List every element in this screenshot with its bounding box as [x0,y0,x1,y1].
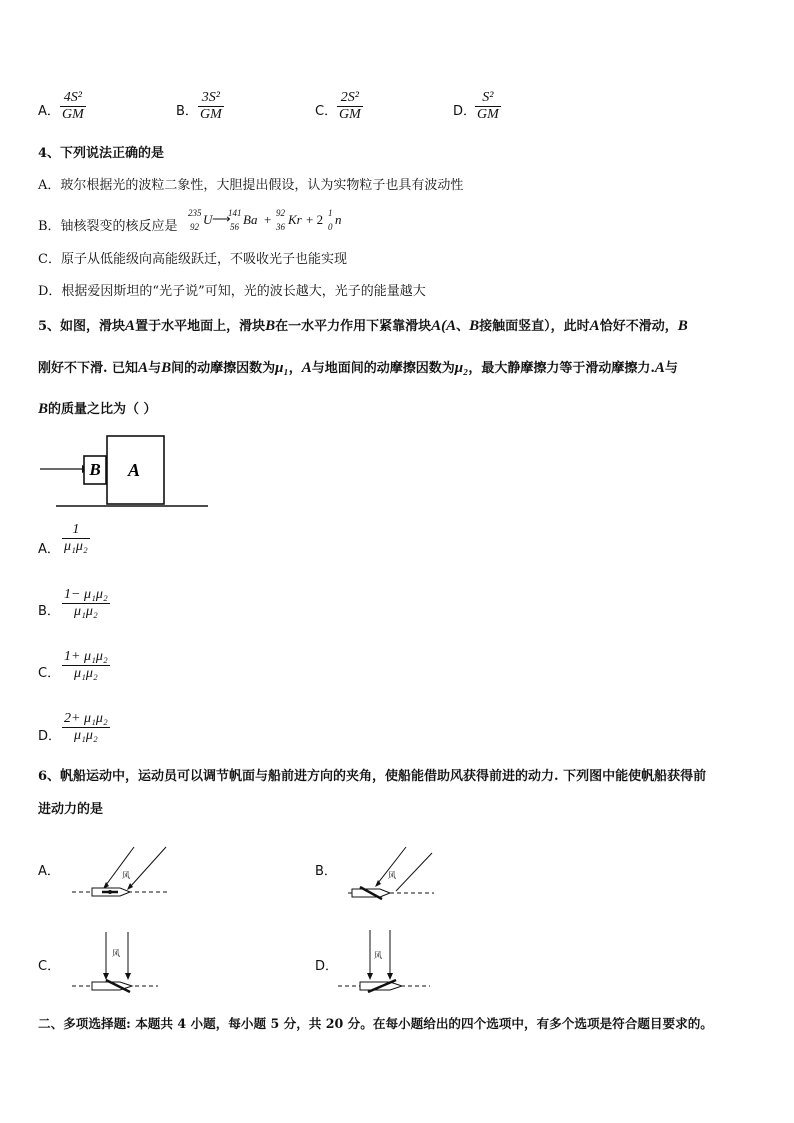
q5-option-c-fraction [62,649,110,682]
q4-stem: 4、下列说法正确的是 [38,146,165,161]
sym-b: B [677,318,688,334]
numerator: 1+ μ₁μ₂ [64,649,108,664]
q5-text: ， [288,361,302,376]
q5-option-d-label: D． [38,729,62,744]
q5-text: 刚好不下滑. 已知 [38,361,139,376]
q6-option-d-diagram [338,928,438,1000]
q6-option-a-diagram [72,845,172,903]
wind-label: 风 [388,871,396,880]
wind-arrow-line [396,853,432,891]
sym-a: A [301,360,312,376]
wind-arrow-head [387,973,393,980]
q3-option-a-label: A． [38,104,60,119]
mu2: μ₂ [454,360,469,376]
denominator: μ₁μ₂ [64,539,88,554]
q5-text: 在一水平力作用下紧靠滑块 [275,319,432,334]
q6-line-2: 进动力的是 [38,802,104,817]
sym-a: A [125,318,136,334]
numerator: 2+ μ₁μ₂ [64,711,108,726]
q5-text: 接触面竖直），此时 [479,319,590,334]
q5-option-c-label: C． [38,666,61,681]
q6-option-d-label: D． [315,959,339,974]
q3-option-a-fraction [60,90,86,123]
u-atomic-number: 92 [190,222,199,232]
q5-line-2 [38,360,678,377]
numerator: 3S² [198,90,224,107]
denominator: GM [200,107,222,122]
denominator: GM [62,107,84,122]
sym-b: B [161,360,172,376]
q5-line-1 [38,318,688,335]
plus-sign: + [264,212,272,227]
numerator: 2S² [337,90,363,107]
u-symbol: U [203,212,213,227]
q4-option-a: A．玻尔根据光的波粒二象性，大胆提出假设，认为实物粒子也具有波动性 [38,178,464,193]
denominator: μ₁μ₂ [73,728,98,743]
sym-b: B [38,401,49,417]
q5-text: 5、如图，滑块 [38,319,126,334]
block-b-label: B [89,460,101,479]
q3-option-d-label: D． [453,104,477,119]
numerator: S² [475,90,501,107]
q6-option-c-diagram [72,930,172,1000]
sym-a-paren: A(A [431,318,457,334]
q6-option-b-label: B． [315,864,337,879]
numerator: 1− μ₁μ₂ [64,587,108,602]
reaction-arrow: ⟶ [212,211,231,226]
numerator: 1 [62,522,90,539]
q5-text: 恰好不滑动， [599,319,678,334]
q5-text: 的质量之比为（ ） [48,402,157,417]
denominator: GM [339,107,361,122]
q6-option-b-diagram [348,845,436,905]
sym-b: B [469,318,480,334]
n-atomic-number: 0 [328,222,333,232]
mu1: μ₁ [275,360,289,376]
q5-option-d-fraction [62,711,110,744]
wind-label: 风 [122,871,130,880]
numerator: 4S² [60,90,86,107]
q5-text: 与 [664,361,678,376]
wind-arrow-head [125,973,131,980]
q3-option-c-fraction [337,90,363,123]
q5-option-b-label: B． [38,604,60,619]
kr-mass-number: 92 [276,208,285,218]
q5-option-a-fraction [62,522,90,555]
sym-a: A [138,360,149,376]
sym-a: A [589,318,600,334]
q5-text: 、 [456,319,470,334]
q3-option-c-label: C． [315,104,338,119]
q3-option-d-fraction [475,90,501,123]
q5-figure [38,432,213,510]
q4-option-d: D．根据爱因斯坦的“光子说”可知，光的波长越大，光子的能量越大 [38,284,426,299]
n-mass-number: 1 [328,208,333,218]
q3-option-b-fraction [198,90,224,123]
q5-text: 置于水平地面上，滑块 [135,319,266,334]
ba-symbol: Ba [243,212,258,227]
denominator: GM [477,107,499,122]
q6-option-c-label: C． [38,959,61,974]
kr-atomic-number: 36 [276,222,285,232]
n-symbol: n [335,212,342,227]
q3-option-b-label: B． [176,104,198,119]
block-a-label: A [127,460,141,480]
q5-text: 与 [148,361,162,376]
denominator: μ₁μ₂ [73,604,98,619]
q5-text: 与地面间的动摩擦因数为 [311,361,455,376]
q5-line-3 [38,401,157,418]
q5-option-b-fraction [62,587,110,620]
wind-label: 风 [374,951,382,960]
sym-b: B [265,318,276,334]
kr-symbol: Kr [288,212,302,227]
wind-arrow-head [367,973,373,980]
q6-line-1: 6、帆船运动中，运动员可以调节帆面与船前进方向的夹角，使船能借助风获得前进的动力. 下列图中能使帆船获得前 [38,769,707,784]
wind-arrow-head [103,973,109,980]
q5-text: ，最大静摩擦力等于滑动摩擦力. [468,361,655,376]
ba-mass-number: 141 [228,208,242,218]
q4-option-b-prefix: B．铀核裂变的核反应是 [38,219,178,234]
mast-dot [108,890,112,894]
section-2-heading: 二、多项选择题: 本题共 4 小题，每小题 5 分，共 20 分。在每小题给出的四个选项中，有多个选项是符合题目要求的。 [38,1016,713,1031]
sym-a: A [654,360,665,376]
ba-atomic-number: 56 [230,222,239,232]
q5-option-a-label: A． [38,542,60,557]
q4-option-c: C．原子从低能级向高能级跃迁，不吸收光子也能实现 [38,252,347,267]
wind-arrow-line [130,847,166,887]
u-mass-number: 235 [188,208,202,218]
q5-text: 间的动摩擦因数为 [171,361,276,376]
wind-label: 风 [112,949,120,958]
plus-coefficient: + 2 [306,212,324,227]
denominator: μ₁μ₂ [73,666,98,681]
q6-option-a-label: A． [38,864,60,879]
